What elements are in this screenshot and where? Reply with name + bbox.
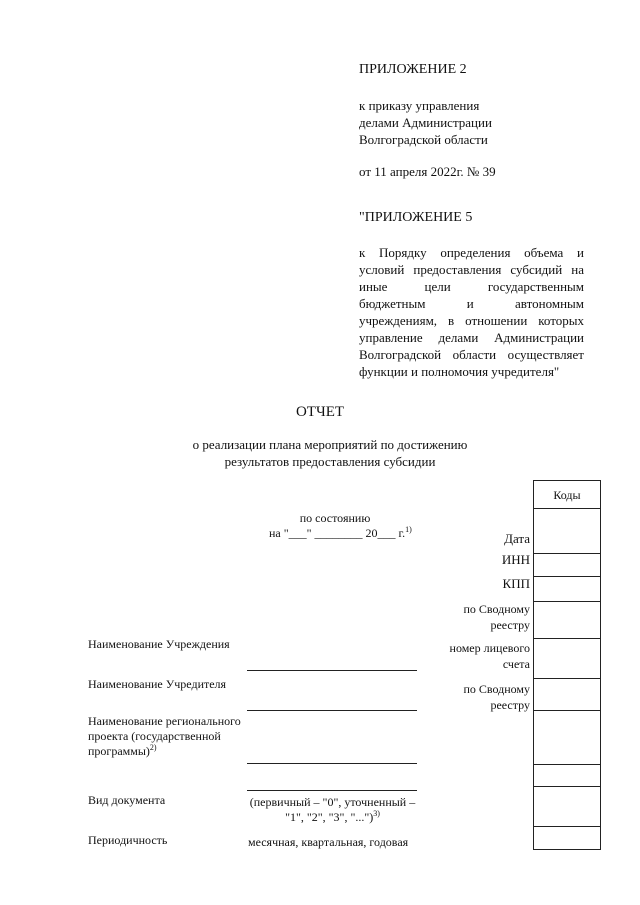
code-label-kpp: КПП <box>502 576 530 591</box>
order-line-2: делами Администрации <box>359 115 492 130</box>
periodicity-value: месячная, квартальная, годовая <box>248 835 409 849</box>
code-cell-inn[interactable] <box>534 554 600 577</box>
code-cell-periodicity[interactable] <box>534 827 600 850</box>
founder-label: Наименование Учредителя <box>88 677 227 691</box>
code-cell-registry-2[interactable] <box>534 679 600 711</box>
doc-type-hint-line-2-text: "1", "2", "3", "...") <box>285 810 374 824</box>
report-title: ОТЧЕТ <box>295 404 345 420</box>
project-line-1: Наименование регионального <box>88 714 241 728</box>
as-of-date-pattern: на "___" ________ 20___ г. <box>269 526 406 540</box>
code-label-registry-2 <box>420 681 530 713</box>
founder-underline[interactable] <box>247 710 417 711</box>
appendix-5-heading: "ПРИЛОЖЕНИЕ 5 <box>359 210 473 225</box>
footnote-2: 2) <box>149 743 157 752</box>
project-line-2: проекта (государственной <box>88 729 221 743</box>
account-line-1: номер лицевого <box>449 641 530 655</box>
code-cell-blank[interactable] <box>534 765 600 787</box>
registry-1-line-1: по Сводному <box>463 602 530 616</box>
as-of-date <box>269 526 412 541</box>
institution-label: Наименование Учреждения <box>88 637 230 651</box>
doc-type-underline[interactable] <box>247 790 417 791</box>
institution-underline[interactable] <box>247 670 417 671</box>
subtitle-line-1: о реализации плана мероприятий по достижению <box>192 437 468 452</box>
codes-table <box>533 480 601 850</box>
registry-1-line-2: реестру <box>490 618 530 632</box>
code-cell-account[interactable] <box>534 639 600 679</box>
code-cell-registry-1[interactable] <box>534 602 600 639</box>
order-reference <box>359 97 492 148</box>
order-line-1: к приказу управления <box>359 98 480 113</box>
code-label-registry-1 <box>420 601 530 633</box>
doc-type-hint-line-1: (первичный – "0", уточненный – <box>249 795 416 809</box>
project-line-3-text: программы) <box>88 744 150 758</box>
doc-type-hint <box>240 795 425 825</box>
code-cell-kpp[interactable] <box>534 577 600 602</box>
code-cell-date[interactable] <box>534 509 600 554</box>
order-line-3: Волгоградской области <box>359 132 488 147</box>
as-of-label: по состоянию <box>299 511 371 525</box>
project-label <box>88 714 241 759</box>
code-label-account <box>420 640 530 672</box>
project-line-3 <box>88 744 241 759</box>
footnote-1: 1) <box>405 525 412 534</box>
subtitle-line-2: результатов предоставления субсидии <box>224 454 436 469</box>
periodicity-label: Периодичность <box>88 833 168 847</box>
registry-2-line-1: по Сводному <box>463 682 530 696</box>
account-line-2: счета <box>502 657 530 671</box>
footnote-3: 3) <box>373 809 380 818</box>
order-date: от 11 апреля 2022г. № 39 <box>359 164 496 179</box>
doc-type-hint-line-2 <box>240 810 425 825</box>
code-label-inn: ИНН <box>501 552 530 567</box>
project-underline[interactable] <box>247 763 417 764</box>
procedure-text: к Порядку определения объема и условий предоставления субсидий на иные цели государственным бюджетным и автономным учреждениям, в отношении которых управление делами Администрации Волгоградской области осуществляет функции и полномочия учредителя" <box>359 245 584 379</box>
code-cell-doc-type[interactable] <box>534 787 600 827</box>
doc-type-label: Вид документа <box>88 793 166 807</box>
code-label-date: Дата <box>504 531 530 546</box>
registry-2-line-2: реестру <box>490 698 530 712</box>
report-subtitle <box>140 436 520 470</box>
codes-header: Коды <box>534 481 600 509</box>
code-cell-project[interactable] <box>534 711 600 765</box>
appendix-2-heading: ПРИЛОЖЕНИЕ 2 <box>359 62 467 77</box>
